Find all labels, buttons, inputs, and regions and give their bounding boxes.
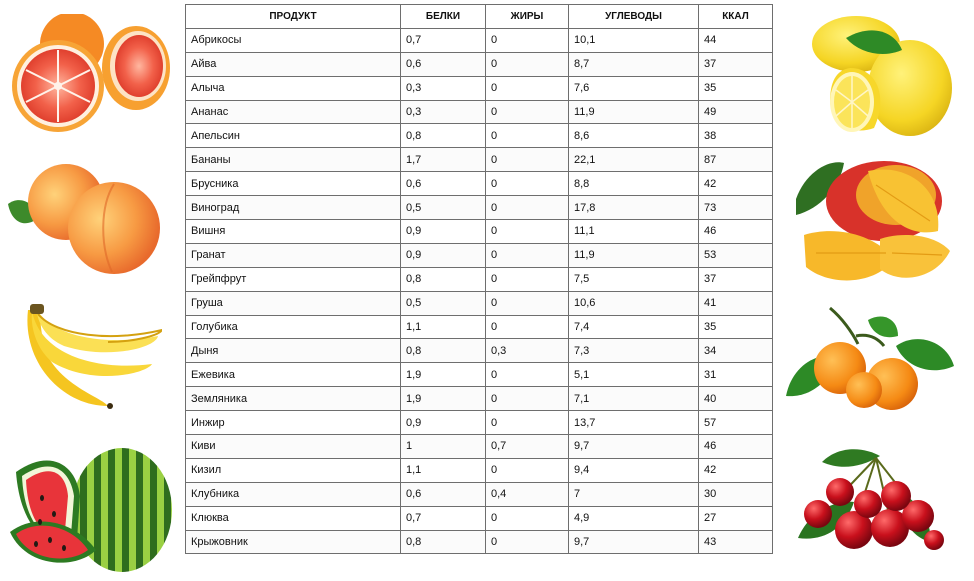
cell-fat: 0 — [486, 267, 569, 291]
table-row — [186, 339, 773, 363]
cell-product: Гранат — [186, 243, 401, 267]
cell-kcal: 87 — [699, 148, 773, 172]
header-product: ПРОДУКТ — [186, 5, 401, 29]
cell-protein: 0,6 — [401, 52, 486, 76]
cell-kcal: 34 — [699, 339, 773, 363]
table-row — [186, 363, 773, 387]
header-carbs: УГЛЕВОДЫ — [569, 5, 699, 29]
cell-protein: 0,3 — [401, 76, 486, 100]
cell-fat: 0 — [486, 172, 569, 196]
cell-protein: 0,8 — [401, 124, 486, 148]
header-fat: ЖИРЫ — [486, 5, 569, 29]
cell-kcal: 53 — [699, 243, 773, 267]
lemon-icon — [790, 10, 955, 145]
cell-fat: 0 — [486, 148, 569, 172]
cell-protein: 0,3 — [401, 100, 486, 124]
table-row — [186, 387, 773, 411]
table-row — [186, 315, 773, 339]
cell-protein: 1,1 — [401, 458, 486, 482]
cell-kcal: 43 — [699, 530, 773, 554]
cell-fat: 0 — [486, 100, 569, 124]
cell-fat: 0 — [486, 411, 569, 435]
table-row — [186, 411, 773, 435]
cell-product: Дыня — [186, 339, 401, 363]
table-row — [186, 458, 773, 482]
watermelon-icon — [6, 436, 174, 576]
cell-carbs: 11,1 — [569, 220, 699, 244]
cell-fat: 0,3 — [486, 339, 569, 363]
cell-product: Грейпфрут — [186, 267, 401, 291]
cell-kcal: 41 — [699, 291, 773, 315]
table-row — [186, 124, 773, 148]
cell-protein: 0,5 — [401, 291, 486, 315]
cell-protein: 0,7 — [401, 28, 486, 52]
cell-protein: 1,9 — [401, 363, 486, 387]
cell-product: Инжир — [186, 411, 401, 435]
table-row — [186, 435, 773, 459]
cell-protein: 1,9 — [401, 387, 486, 411]
cell-product: Голубика — [186, 315, 401, 339]
cell-carbs: 11,9 — [569, 100, 699, 124]
cell-fat: 0 — [486, 458, 569, 482]
table-row — [186, 482, 773, 506]
cell-carbs: 9,7 — [569, 530, 699, 554]
cell-kcal: 42 — [699, 172, 773, 196]
cell-fat: 0 — [486, 28, 569, 52]
cell-kcal: 44 — [699, 28, 773, 52]
cell-fat: 0 — [486, 220, 569, 244]
cell-carbs: 7 — [569, 482, 699, 506]
cell-product: Груша — [186, 291, 401, 315]
cell-carbs: 13,7 — [569, 411, 699, 435]
cell-carbs: 4,9 — [569, 506, 699, 530]
cell-kcal: 37 — [699, 52, 773, 76]
tangerine-icon — [786, 306, 956, 416]
cell-fat: 0 — [486, 387, 569, 411]
table-row — [186, 76, 773, 100]
cell-carbs: 5,1 — [569, 363, 699, 387]
cell-fat: 0 — [486, 315, 569, 339]
cell-protein: 0,8 — [401, 530, 486, 554]
table-header-row — [186, 5, 773, 29]
cell-protein: 1 — [401, 435, 486, 459]
table-row — [186, 506, 773, 530]
cell-carbs: 7,3 — [569, 339, 699, 363]
cell-product: Ежевика — [186, 363, 401, 387]
cell-carbs: 9,7 — [569, 435, 699, 459]
cell-carbs: 8,8 — [569, 172, 699, 196]
cell-kcal: 31 — [699, 363, 773, 387]
table-row — [186, 52, 773, 76]
cherry-icon — [796, 444, 946, 554]
mango-icon — [796, 155, 954, 290]
cell-product: Киви — [186, 435, 401, 459]
table-row — [186, 220, 773, 244]
cell-fat: 0 — [486, 76, 569, 100]
cell-product: Клюква — [186, 506, 401, 530]
cell-fat: 0 — [486, 124, 569, 148]
cell-product: Бананы — [186, 148, 401, 172]
cell-protein: 1,1 — [401, 315, 486, 339]
cell-fat: 0 — [486, 506, 569, 530]
cell-kcal: 42 — [699, 458, 773, 482]
table-row — [186, 148, 773, 172]
table-row — [186, 267, 773, 291]
cell-protein: 0,6 — [401, 482, 486, 506]
cell-fat: 0 — [486, 243, 569, 267]
cell-kcal: 46 — [699, 435, 773, 459]
cell-protein: 0,9 — [401, 411, 486, 435]
table-row — [186, 291, 773, 315]
cell-protein: 0,7 — [401, 506, 486, 530]
cell-product: Айва — [186, 52, 401, 76]
cell-fat: 0 — [486, 291, 569, 315]
cell-carbs: 8,6 — [569, 124, 699, 148]
cell-fat: 0 — [486, 530, 569, 554]
cell-protein: 0,8 — [401, 267, 486, 291]
cell-carbs: 7,6 — [569, 76, 699, 100]
cell-protein: 0,8 — [401, 339, 486, 363]
table-row — [186, 172, 773, 196]
header-protein: БЕЛКИ — [401, 5, 486, 29]
cell-product: Кизил — [186, 458, 401, 482]
cell-kcal: 35 — [699, 76, 773, 100]
grapefruit-icon — [6, 14, 171, 132]
cell-protein: 0,9 — [401, 220, 486, 244]
cell-product: Земляника — [186, 387, 401, 411]
cell-carbs: 8,7 — [569, 52, 699, 76]
cell-kcal: 40 — [699, 387, 773, 411]
cell-fat: 0,4 — [486, 482, 569, 506]
cell-product: Клубника — [186, 482, 401, 506]
table-row — [186, 196, 773, 220]
cell-product: Абрикосы — [186, 28, 401, 52]
cell-carbs: 7,5 — [569, 267, 699, 291]
cell-product: Алыча — [186, 76, 401, 100]
cell-fat: 0 — [486, 363, 569, 387]
cell-carbs: 22,1 — [569, 148, 699, 172]
cell-carbs: 10,1 — [569, 28, 699, 52]
peach-icon — [4, 156, 166, 278]
banana-icon — [12, 302, 162, 414]
cell-fat: 0,7 — [486, 435, 569, 459]
cell-kcal: 57 — [699, 411, 773, 435]
cell-carbs: 7,1 — [569, 387, 699, 411]
cell-kcal: 35 — [699, 315, 773, 339]
cell-fat: 0 — [486, 52, 569, 76]
table-row — [186, 28, 773, 52]
cell-carbs: 9,4 — [569, 458, 699, 482]
cell-product: Виноград — [186, 196, 401, 220]
cell-product: Ананас — [186, 100, 401, 124]
cell-kcal: 27 — [699, 506, 773, 530]
cell-protein: 1,7 — [401, 148, 486, 172]
header-kcal: ККАЛ — [699, 5, 773, 29]
cell-product: Апельсин — [186, 124, 401, 148]
cell-product: Вишня — [186, 220, 401, 244]
cell-kcal: 46 — [699, 220, 773, 244]
table-row — [186, 100, 773, 124]
cell-kcal: 73 — [699, 196, 773, 220]
cell-protein: 0,9 — [401, 243, 486, 267]
table-row — [186, 243, 773, 267]
cell-kcal: 30 — [699, 482, 773, 506]
cell-protein: 0,5 — [401, 196, 486, 220]
cell-protein: 0,6 — [401, 172, 486, 196]
cell-carbs: 17,8 — [569, 196, 699, 220]
cell-fat: 0 — [486, 196, 569, 220]
cell-carbs: 7,4 — [569, 315, 699, 339]
cell-product: Крыжовник — [186, 530, 401, 554]
cell-kcal: 49 — [699, 100, 773, 124]
table-row — [186, 530, 773, 554]
cell-kcal: 37 — [699, 267, 773, 291]
cell-kcal: 38 — [699, 124, 773, 148]
nutrition-table — [185, 4, 773, 554]
cell-product: Брусника — [186, 172, 401, 196]
cell-carbs: 10,6 — [569, 291, 699, 315]
cell-carbs: 11,9 — [569, 243, 699, 267]
